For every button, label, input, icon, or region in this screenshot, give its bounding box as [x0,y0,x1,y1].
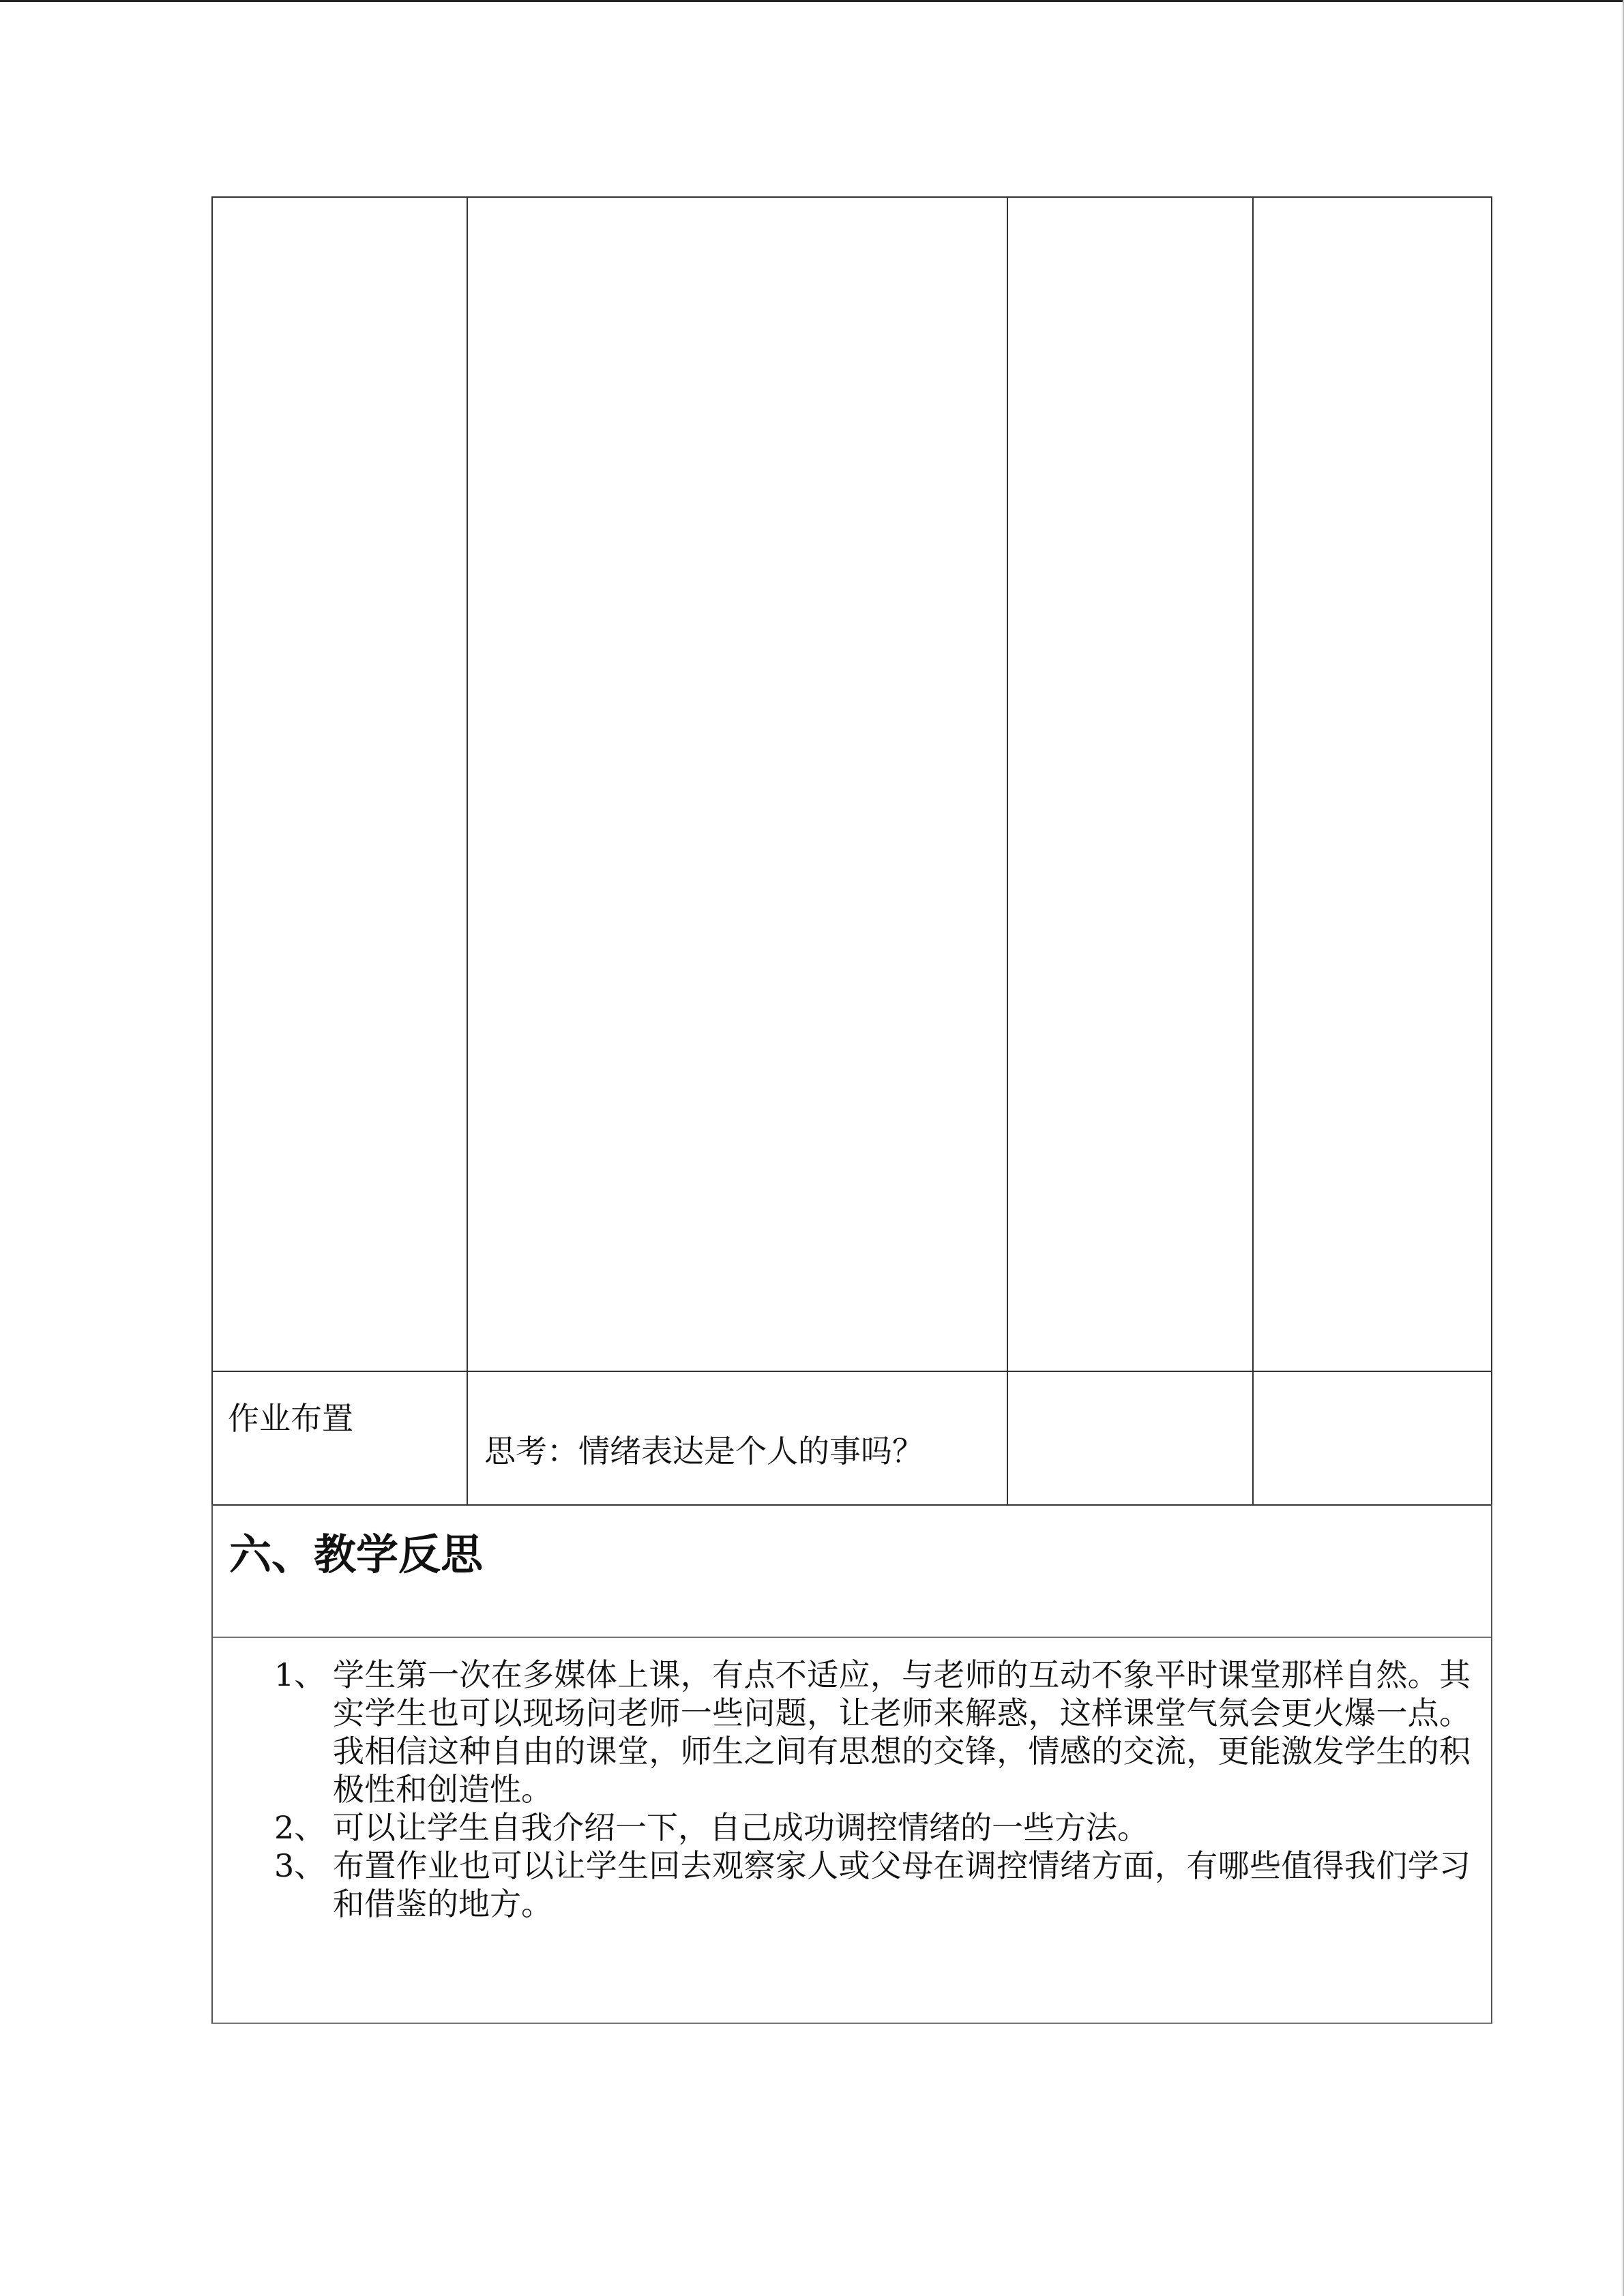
homework-content: 思考：情绪表达是个人的事吗？ [484,1433,924,1470]
homework-content-cell [467,1371,1007,1505]
reflection-item-number: 3、 [274,1847,326,1884]
table-cell-empty [1253,1371,1492,1505]
table-cell-empty [1007,1371,1253,1505]
table-row-continued [212,197,1492,1371]
homework-label-cell [212,1371,467,1505]
table-cell-empty [1007,197,1253,1371]
reflection-item-text: 可以让学生自我介绍一下，自己成功调控情绪的一些方法。 [333,1809,1149,1846]
homework-label: 作业布置 [228,1400,353,1437]
section-heading: 六、教学反思 [229,1530,484,1579]
reflection-item-text: 学生第一次在多媒体上课，有点不适应，与老师的互动不象平时课堂那样自然。其实学生也可以现场问老师一些问题，让老师来解惑，这样课堂气氛会更火爆一点。我相信这种自由的课堂，师生之间有思想的交锋，情感的交流，更能激发学生的积极性和创造性。 [333,1656,1471,1808]
table-cell-empty [467,197,1007,1371]
reflection-item-number: 2、 [274,1809,326,1846]
table-row-homework [212,1371,1492,1505]
reflection-item-number: 1、 [274,1656,326,1693]
table-cell-empty [212,197,467,1371]
reflection-item [274,1808,1471,1847]
reflection-section [211,1504,1492,2024]
reflection-heading-row [213,1504,1491,1638]
page-top-border [0,0,1624,2]
table-cell-empty [1253,197,1492,1371]
lesson-plan-table [211,196,1492,1506]
reflection-item [274,1847,1471,1923]
reflection-item [274,1656,1471,1808]
reflection-list [213,1638,1491,1923]
reflection-item-text: 布置作业也可以让学生回去观察家人或父母在调控情绪方面，有哪些值得我们学习和借鉴的地方。 [333,1847,1471,1922]
